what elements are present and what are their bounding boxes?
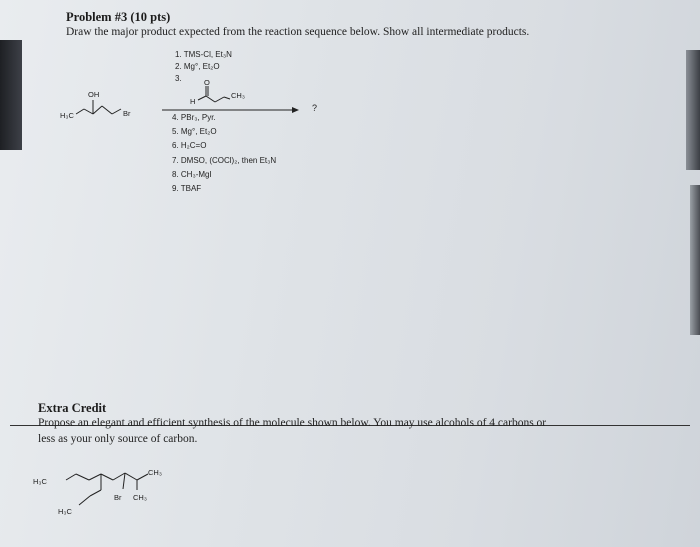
target-h3c-bottom-label: H₃C [58,507,72,516]
target-ch3-top-label: CH₃ [148,468,162,477]
step-9: 9. TBAF [172,184,202,194]
reagents-below-arrow [172,111,276,196]
target-ch3-right-label: CH₃ [133,493,147,502]
step-7: 7. DMSO, (COCl)₂, then Et₃N [172,155,277,165]
starting-material-structure [76,100,121,114]
start-h3c-label: H₃C [60,111,74,120]
propanal-ch3-label: CH₃ [231,91,245,100]
step-4: 4. PBr₃, Pyr. [172,113,216,122]
start-oh-label: OH [88,90,100,99]
problem-title: Problem #3 (10 pts) [66,10,171,24]
product-question-mark: ? [312,103,318,113]
propanal-structure [198,86,230,102]
extra-credit-text-line-2: less as your only source of carbon. [38,433,198,445]
step-5: 5. Mg°, Et₂O [172,127,217,137]
extra-credit-title: Extra Credit [38,401,107,415]
start-br-label: Br [123,109,131,118]
step-3: 3. [175,74,182,83]
step-2: 2. Mg°, Et₂O [175,62,220,71]
problem-instruction: Draw the major product expected from the reaction sequence below. Show all intermediate products. [66,26,530,38]
extra-credit-text-line-1: Propose an elegant and efficient synthesis of the molecule shown below. You may use alcohols of 4 carbons or [38,417,547,429]
propanal-h-label: H [190,97,196,106]
target-br-label: Br [114,493,122,502]
step-8: 8. CH₃-MgI [172,169,212,179]
propanal-o-label: O [204,78,210,87]
step-1: 1. TMS-Cl, Et₃N [175,50,232,59]
target-h3c-left-label: H₃C [33,477,47,486]
step-6: 6. H₂C=O [172,141,207,151]
